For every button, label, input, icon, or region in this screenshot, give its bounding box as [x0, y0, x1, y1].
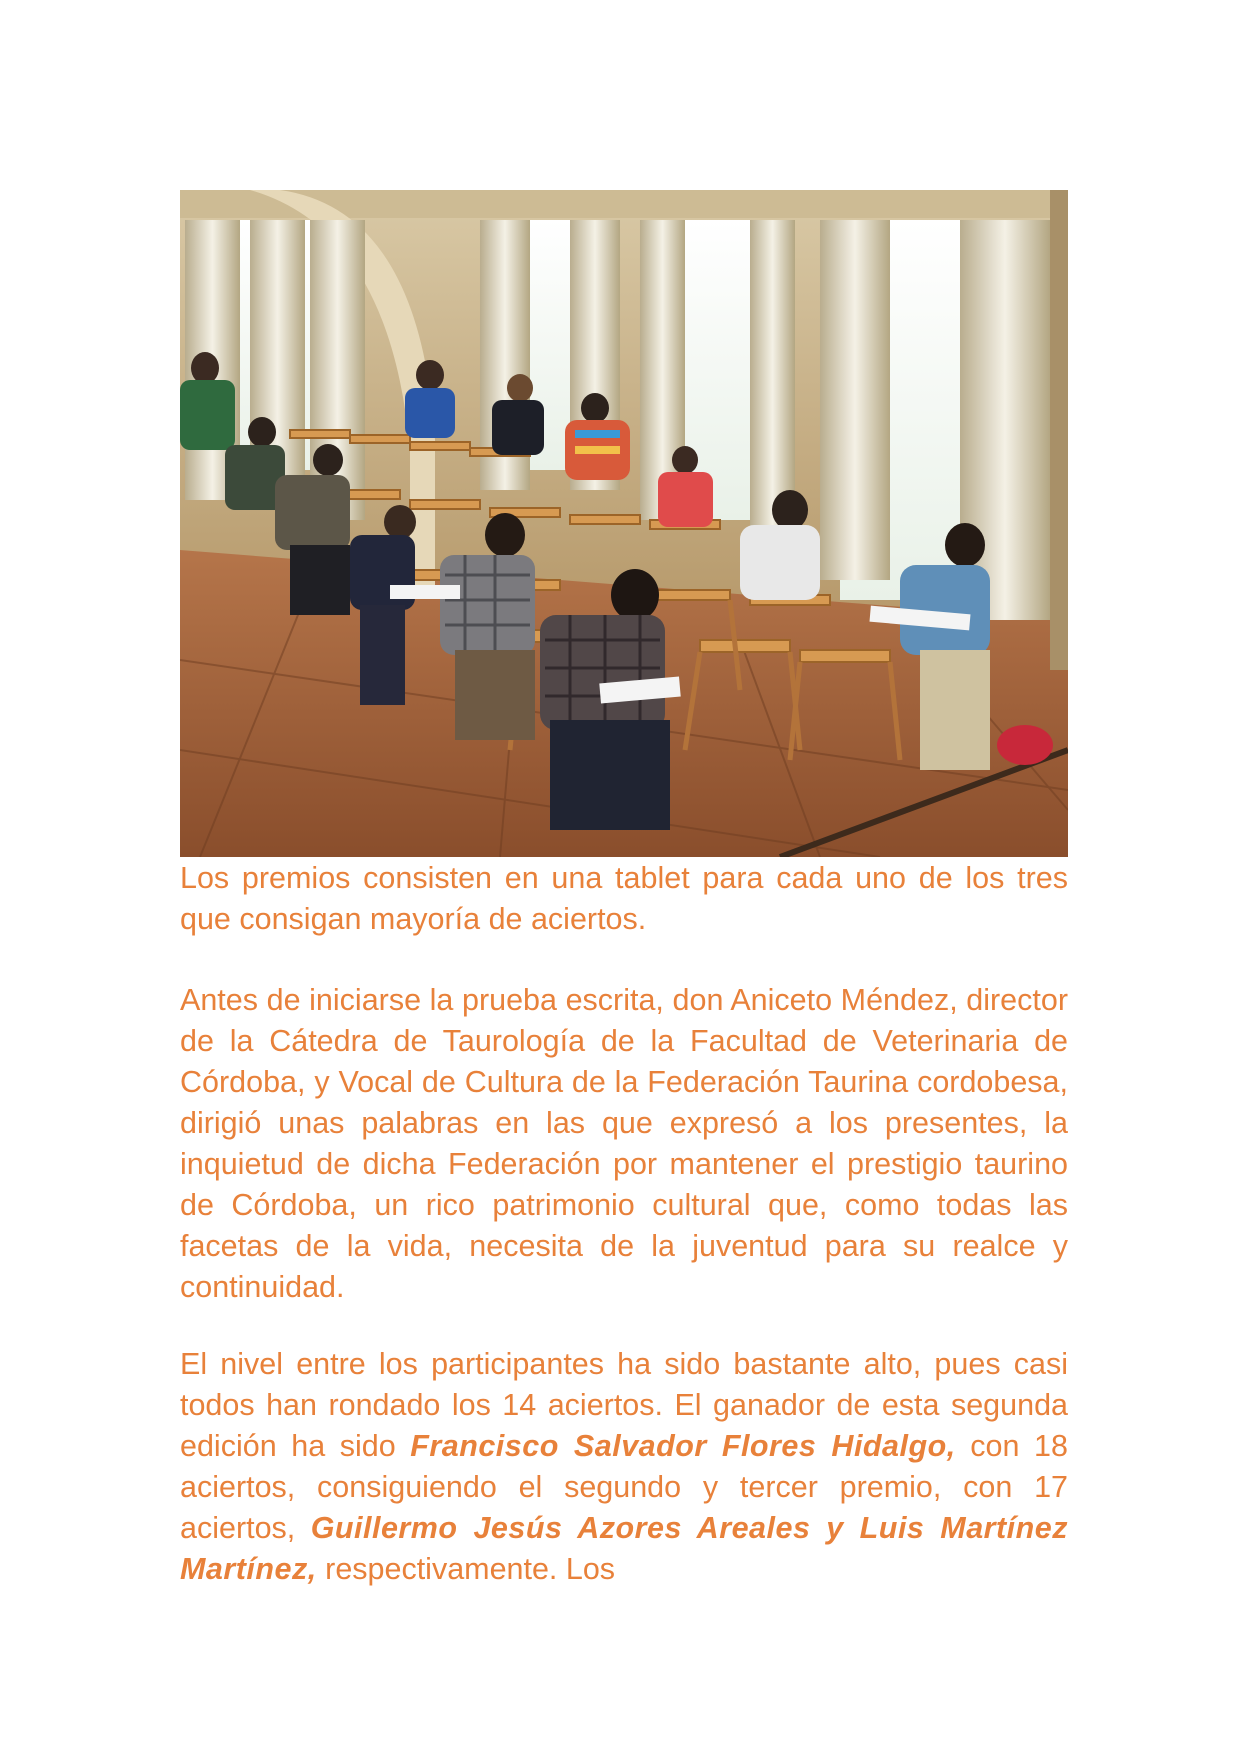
- photo-illustration: [180, 190, 1068, 857]
- results-text-middle: con 18 aciertos, consiguiendo el segundo y tercer premio, con 17 aciertos,: [180, 1429, 1068, 1545]
- results-text-intro: El nivel entre los participantes ha sido bastante alto, pues casi todos han rondado los 14 aciertos. El ganador de esta segunda edición ha sido: [180, 1347, 1068, 1463]
- paragraph-prizes: Los premios consisten en una tablet para cada uno de los tres que consigan mayoría de aciertos.: [180, 861, 1068, 936]
- exam-room-photo: [180, 190, 1068, 857]
- paragraph-speech: Antes de iniciarse la prueba escrita, don Aniceto Méndez, director de la Cátedra de Taurología de la Facultad de Veterinaria de Córdoba, y Vocal de Cultura de la Federación Taurina cordobesa, dirigió unas palabras en las que expresó a los presentes, la inquietud de dicha Federación por mantener el prestigio taurino de Córdoba, un rico patrimonio cultural que, como todas las facetas de la vida, necesita de la juventud para su realce y continuidad.: [180, 983, 1068, 1304]
- paragraph-results: [180, 1344, 1068, 1590]
- runners-up-names: Guillermo Jesús Azores Areales y Luis Martínez Martínez,: [180, 1511, 1068, 1586]
- results-text-end: respectivamente. Los: [316, 1552, 616, 1586]
- winner-name: Francisco Salvador Flores Hidalgo,: [410, 1429, 956, 1463]
